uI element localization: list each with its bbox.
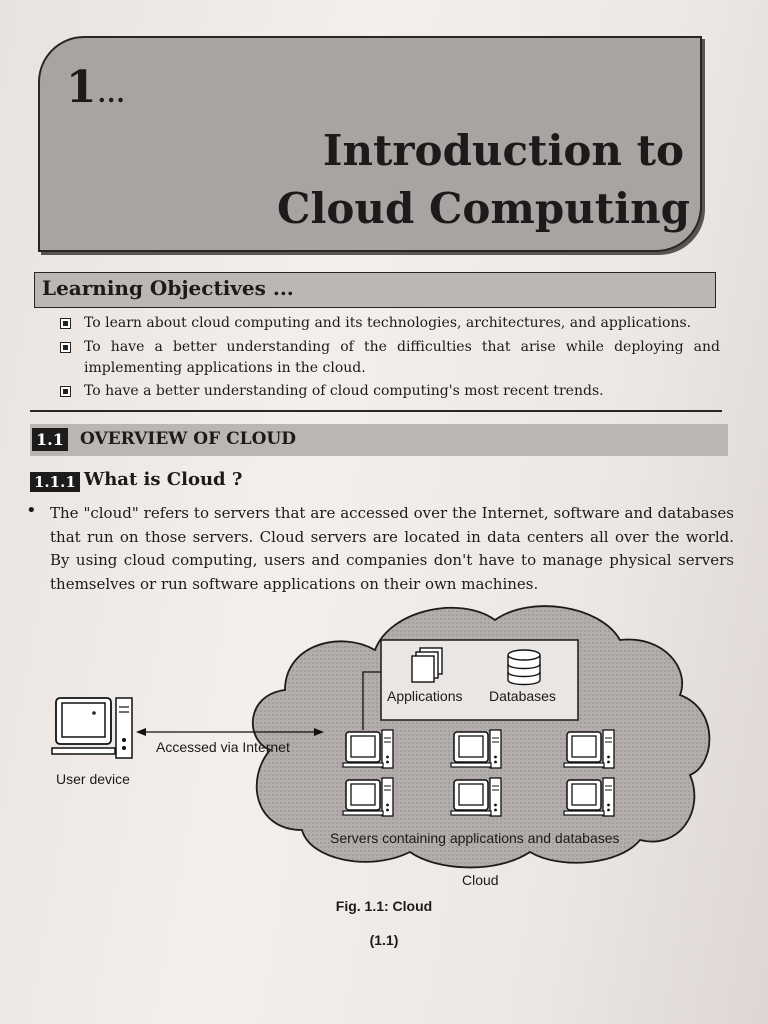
chapter-number: 1... (66, 62, 126, 113)
cloud-label: Cloud (462, 872, 499, 888)
servers-label: Servers containing applications and databases (330, 830, 620, 846)
server-icon (343, 778, 393, 816)
section-number: 1.1 (32, 428, 68, 451)
learning-objectives-heading: Learning Objectives ... (42, 276, 294, 300)
access-label: Accessed via Internet (156, 739, 290, 755)
checkbox-bullet-icon (60, 342, 71, 353)
page-number: (1.1) (369, 932, 399, 948)
server-icon (343, 730, 393, 768)
checkbox-bullet-icon (60, 318, 71, 329)
section-title: OVERVIEW OF CLOUD (80, 429, 296, 449)
user-device-icon (52, 698, 132, 758)
objective-item (60, 381, 720, 402)
databases-label: Databases (489, 688, 556, 704)
server-icon (564, 778, 614, 816)
server-icon (451, 778, 501, 816)
applications-icon (412, 648, 442, 682)
checkbox-bullet-icon (60, 386, 71, 397)
chapter-number-suffix: ... (97, 79, 126, 108)
arrow-left-icon (136, 728, 146, 736)
objective-text: To have a better understanding of cloud computing's most recent trends. (84, 383, 604, 399)
figure-caption: Fig. 1.1: Cloud (335, 898, 433, 914)
subsection-title: What is Cloud ? (84, 469, 243, 490)
server-icon (564, 730, 614, 768)
divider (30, 410, 722, 412)
bullet-icon: • (26, 500, 37, 521)
subsection-number: 1.1.1 (30, 472, 80, 492)
chapter-title-line1: Introduction to (322, 126, 684, 175)
chapter-title-line2: Cloud Computing (277, 184, 690, 233)
objective-item (60, 313, 720, 334)
user-device-label: User device (56, 771, 130, 787)
objective-item (60, 337, 720, 379)
cloud-diagram (40, 590, 740, 900)
server-icon (451, 730, 501, 768)
body-paragraph: The "cloud" refers to servers that are accessed over the Internet, software and databases that run on those servers. Cloud servers are located in data centers all over the world. By using cloud computing, users and companies don't have to manage physical servers themselves or run software applications on their own machines. (50, 504, 734, 593)
objective-text: To learn about cloud computing and its technologies, architectures, and applications. (84, 315, 692, 331)
database-icon (508, 650, 540, 685)
applications-label: Applications (387, 688, 463, 704)
objective-text: To have a better understanding of the difficulties that arise while deploying and implementing applications in the cloud. (84, 339, 720, 376)
applications-databases-box (381, 640, 578, 720)
